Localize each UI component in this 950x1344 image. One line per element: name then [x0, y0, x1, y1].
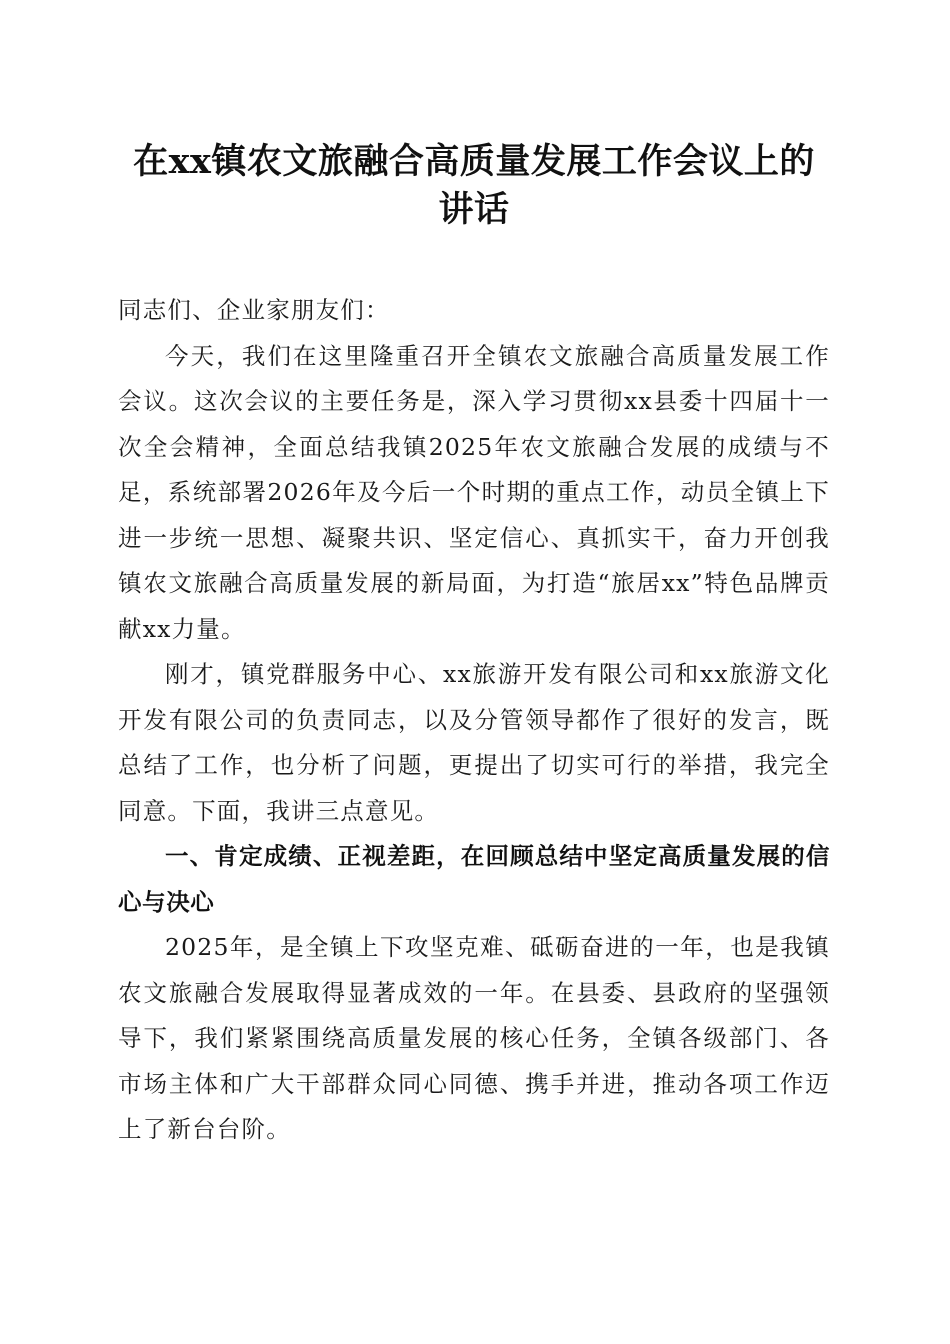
document-title — [118, 138, 830, 234]
paragraph-response: 刚才，镇党群服务中心、xx旅游开发有限公司和xx旅游文化开发有限公司的负责同志，以及分管领导都作了很好的发言，既总结了工作，也分析了问题，更提出了切实可行的举措，我完全同意。下面，我讲三点意见。 — [118, 660, 830, 825]
title-line-1: 在xx镇农文旅融合高质量发展工作会议上的 — [133, 141, 815, 182]
document-page — [118, 120, 830, 1153]
title-line-2: 讲话 — [438, 189, 510, 230]
paragraph-section-1: 2025年，是全镇上下攻坚克难、砥砺奋进的一年，也是我镇农文旅融合发展取得显著成效的一年。在县委、县政府的坚强领导下，我们紧紧围绕高质量发展的核心任务，全镇各级部门、各市场主体和广大干部群众同心同德、携手并进，推动各项工作迈上了新台台阶。 — [118, 933, 830, 1143]
section-heading-1: 一、肯定成绩、正视差距，在回顾总结中坚定高质量发展的信心与决心 — [118, 842, 830, 916]
salutation: 同志们、企业家朋友们： — [118, 296, 390, 324]
document-body — [118, 288, 830, 1153]
paragraph-intro: 今天，我们在这里隆重召开全镇农文旅融合高质量发展工作会议。这次会议的主要任务是，深入学习贯彻xx县委十四届十一次全会精神，全面总结我镇2025年农文旅融合发展的成绩与不足，系统部署2026年及今后一个时期的重点工作，动员全镇上下进一步统一思想、凝聚共识、坚定信心、真抓实干，奋力开创我镇农文旅融合高质量发展的新局面，为打造“旅居xx”特色品牌贡献xx力量。 — [118, 341, 830, 643]
